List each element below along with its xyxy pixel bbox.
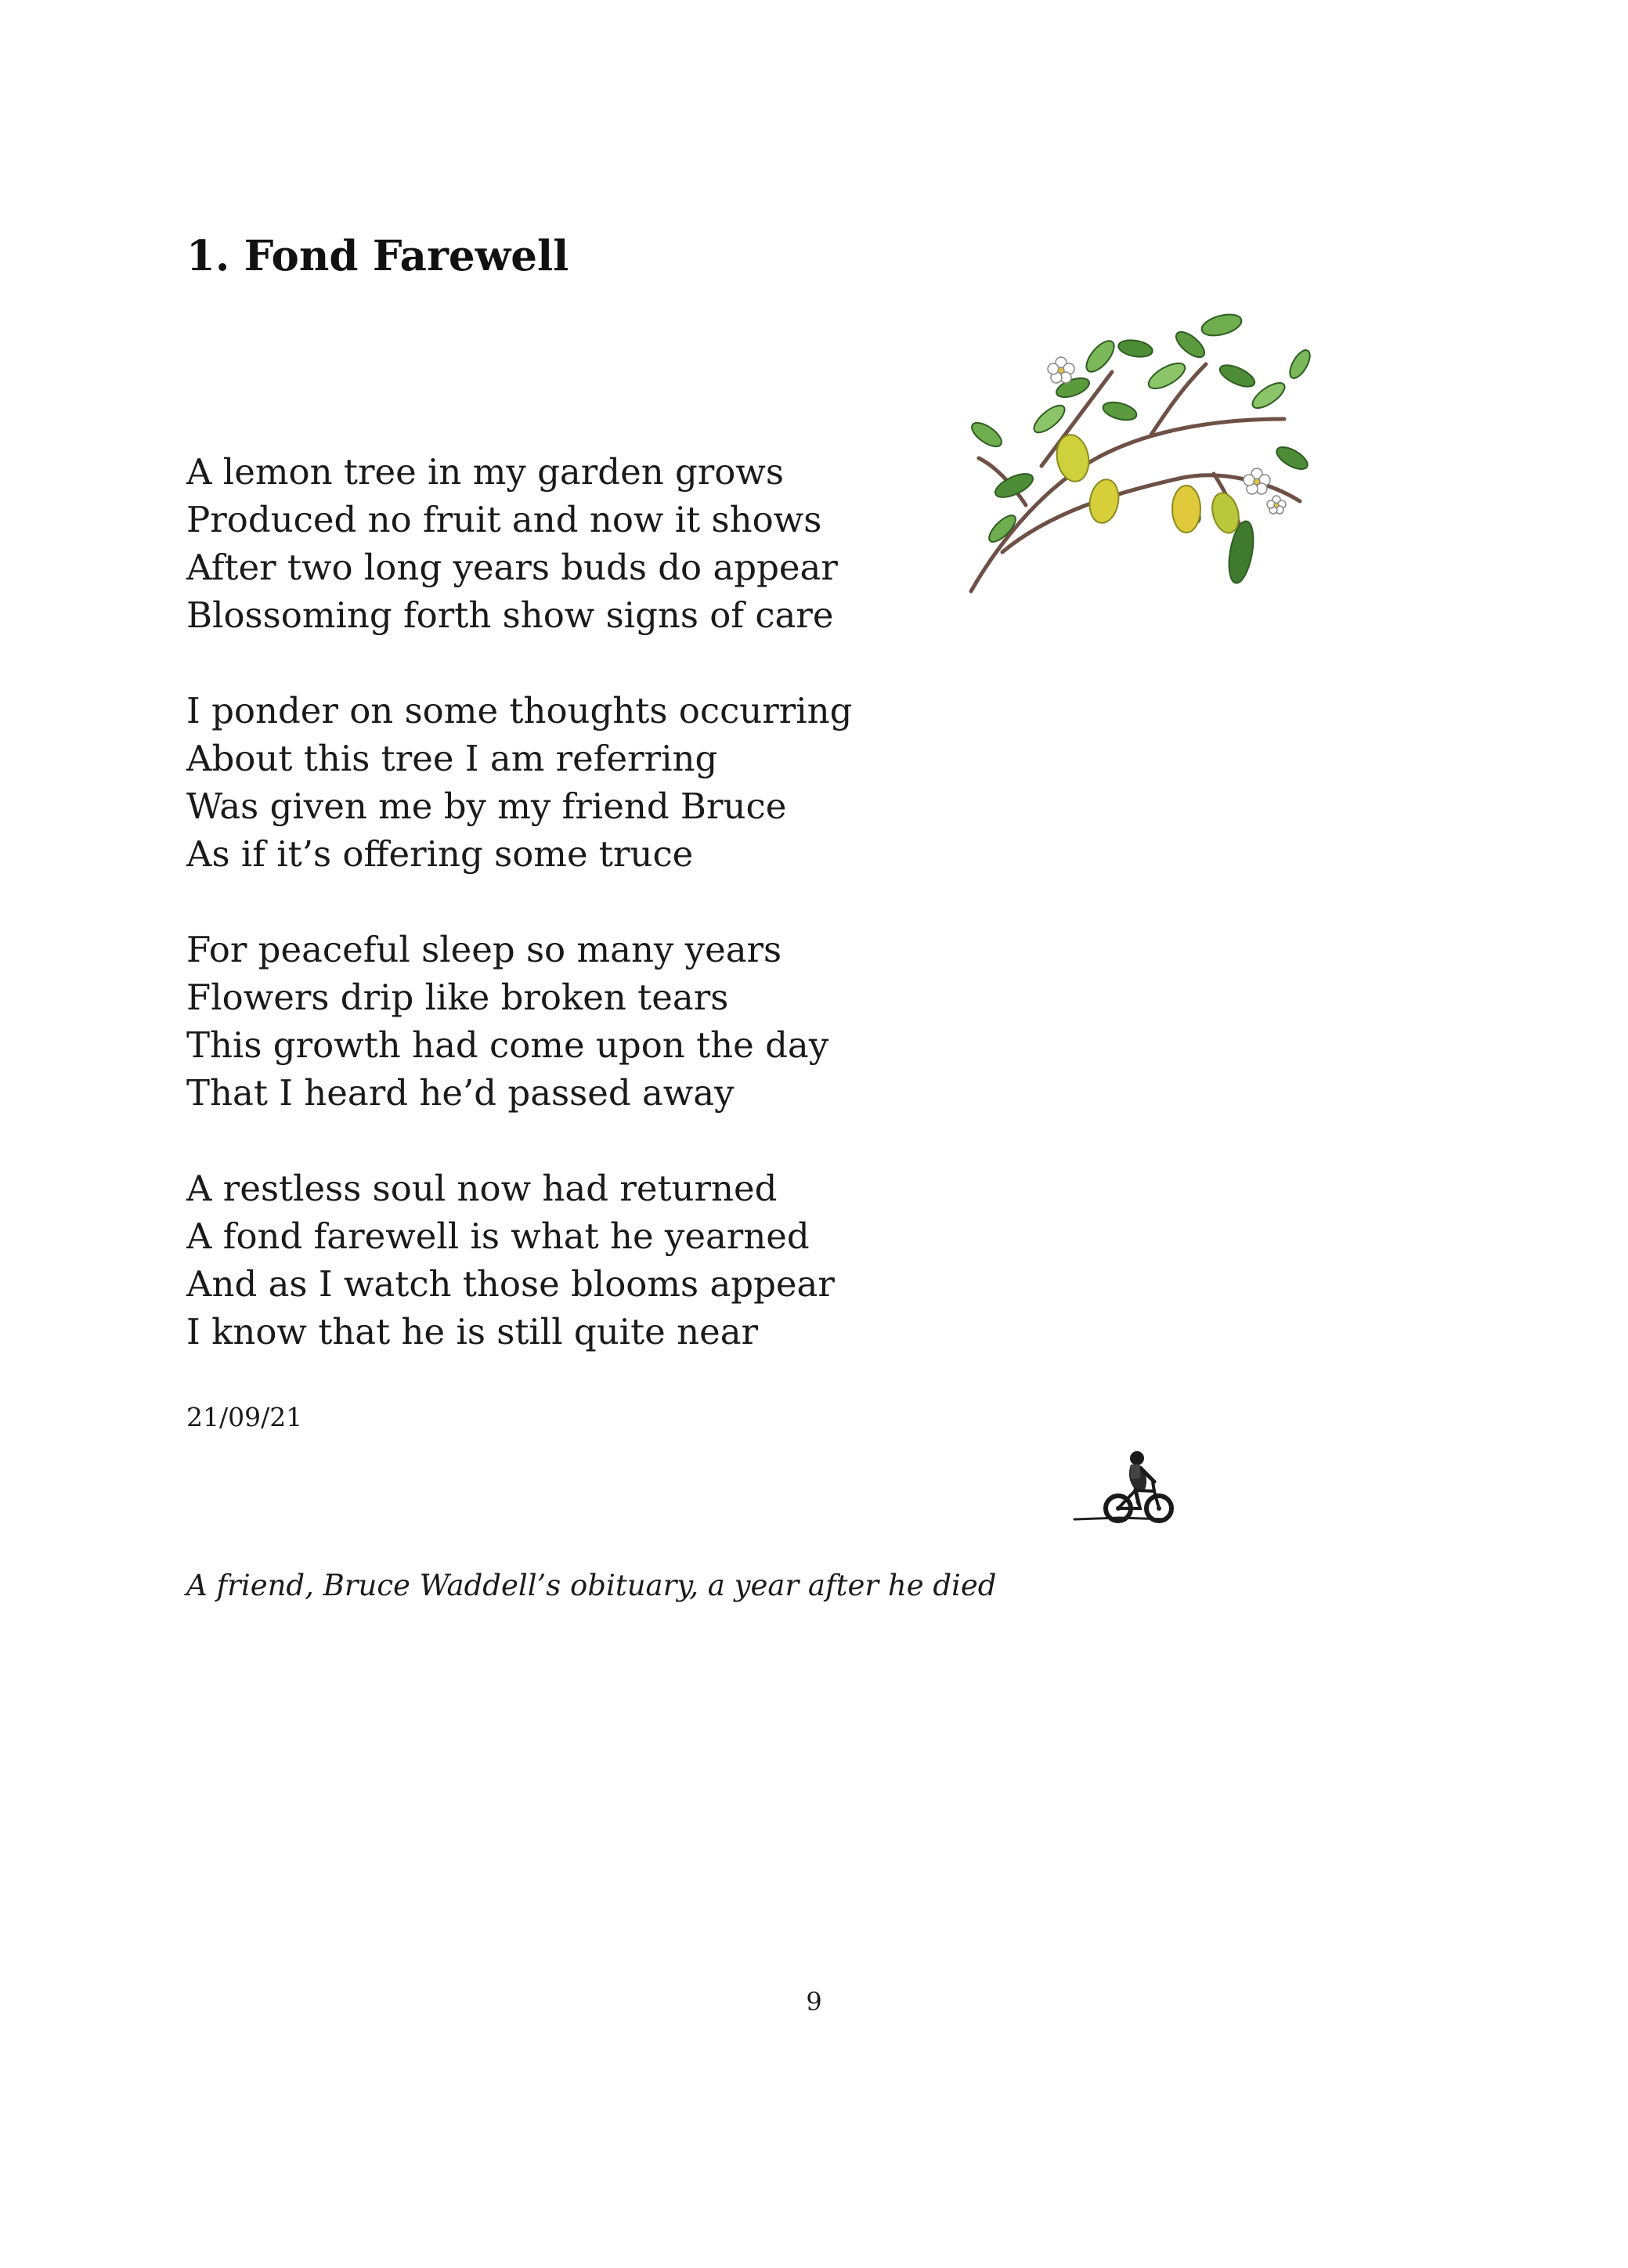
poem-line: Flowers drip like broken tears <box>186 977 729 1018</box>
poem-line: A restless soul now had returned <box>186 1168 778 1209</box>
poem-line: A lemon tree in my garden grows <box>186 451 785 493</box>
poem-stanza <box>186 448 852 639</box>
poem-caption: A friend, Bruce Waddell’s obituary, a year after he died <box>186 1569 997 1602</box>
poem-line: I know that he is still quite near <box>186 1311 759 1352</box>
page-number: 9 <box>806 1987 822 2017</box>
poem-line: Produced no fruit and now it shows <box>186 499 822 540</box>
poem-date: 21/09/21 <box>186 1402 303 1432</box>
poem-line: This growth had come upon the day <box>186 1024 829 1066</box>
poem-line: After two long years buds do appear <box>186 547 838 588</box>
lemon-branch-illustration <box>955 302 1331 623</box>
cyclist-illustration <box>1073 1447 1182 1533</box>
poem-stanza <box>186 1165 852 1356</box>
poem-stanza <box>186 926 852 1117</box>
poem-title: 1. Fond Farewell <box>186 232 569 280</box>
poem-line: Blossoming forth show signs of care <box>186 594 834 636</box>
poem-line: For peaceful sleep so many years <box>186 929 782 970</box>
poem-line: A fond farewell is what he yearned <box>186 1215 810 1257</box>
poem-line: And as I watch those blooms appear <box>186 1263 835 1305</box>
poem-line: That I heard he’d passed away <box>186 1072 735 1114</box>
poem-line: As if it’s offering some truce <box>186 833 694 875</box>
poem-stanza <box>186 687 852 878</box>
poem-body <box>186 448 852 1356</box>
poem-line: Was given me by my friend Bruce <box>186 785 787 827</box>
poem-line: About this tree I am referring <box>186 738 718 779</box>
poem-line: I ponder on some thoughts occurring <box>186 690 853 731</box>
